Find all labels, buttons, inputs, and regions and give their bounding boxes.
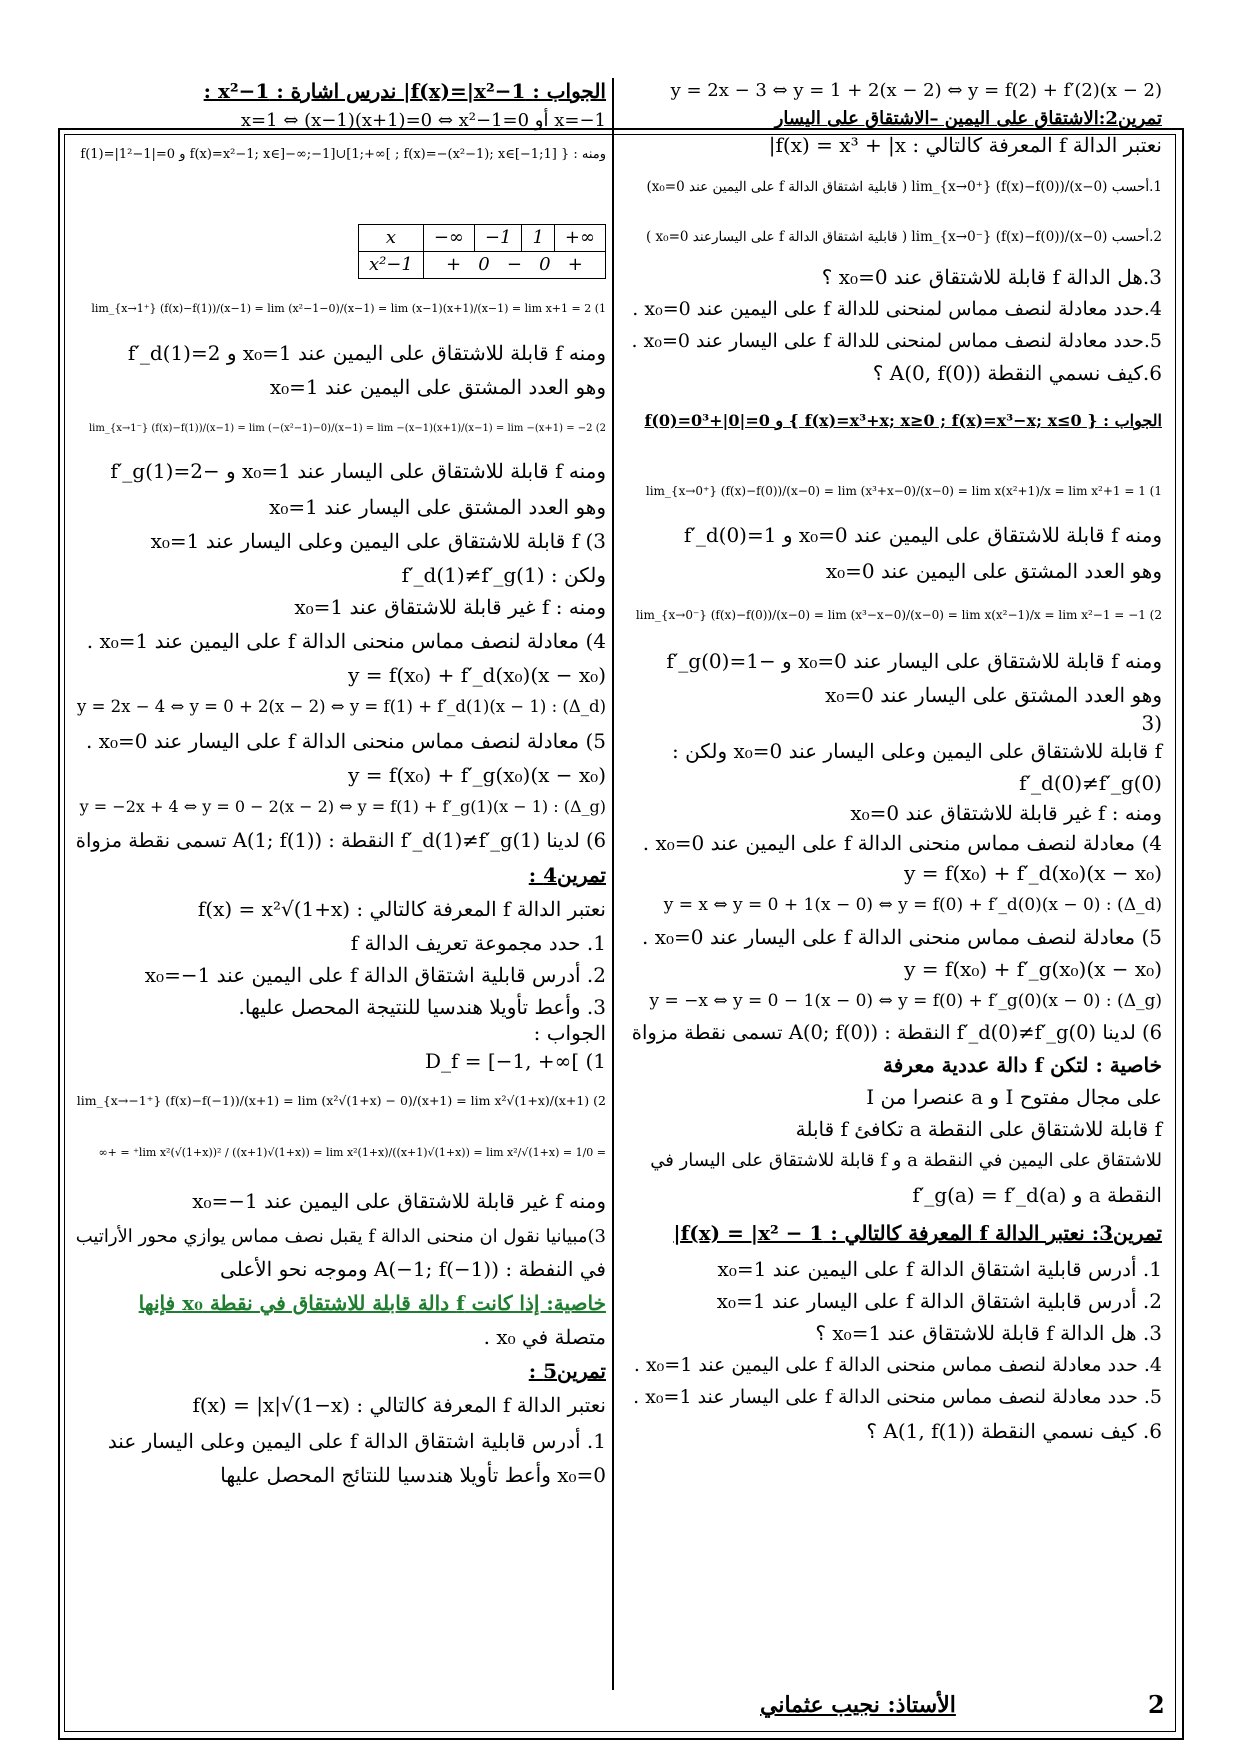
line: y = f(x₀) + f′_g(x₀)(x − x₀) — [348, 763, 606, 787]
line: في النفطة : A(−1; f(−1)) وموجه نحو الأعلى — [220, 1257, 606, 1281]
line: 3.هل الدالة f قابلة للاشتقاق عند x₀=0 ؟ — [821, 265, 1162, 289]
line: 5. حدد معادلة لنصف مماس منحنى الدالة f على اليسار عند x₀=1 . — [633, 1386, 1162, 1408]
sign-table-cell: x — [358, 225, 423, 252]
line: 1. أدرس قابلية اشتقاق الدالة f على اليمين وعلى اليسار عند — [107, 1429, 606, 1453]
line: (3 — [1141, 711, 1162, 735]
author-name: الأستاذ: نجيب عثماني — [760, 1692, 956, 1718]
line: = lim x²(√(1+x))² / ((x+1)√(1+x)) = lim x²(1+x)/((x+1)√(1+x)) = lim x²/√(1+x) = 1/0⁺ = +∞ — [98, 1146, 606, 1159]
line: نعتبر الدالة f المعرفة كالتالي : f(x) = x²√(1+x) — [197, 897, 606, 921]
line: 3) f قابلة للاشتقاق على اليمين وعلى اليسار عند x₀=1 — [150, 529, 606, 553]
sign-table-cell: + 0 − 0 + — [423, 252, 605, 279]
line: (Δ_d) : y = x ⇔ y = 0 + 1(x − 0) ⇔ y = f(0) + f′_d(0)(x − 0) — [663, 895, 1162, 915]
line: الجواب : — [533, 1021, 606, 1045]
column-divider — [612, 78, 614, 1690]
exercise-title: تمرين4 : — [528, 863, 606, 887]
line: ومنه : f غير قابلة للاشتقاق عند x₀=0 — [850, 801, 1162, 825]
line: 5) معادلة لنصف مماس منحنى الدالة f على اليسار عند x₀=0 . — [641, 925, 1162, 949]
line: متصلة في x₀ . — [483, 1325, 606, 1349]
line: 2. أدرس قابلية اشتقاق الدالة f على اليسار عند x₀=1 — [716, 1289, 1162, 1313]
line: f قابلة للاشتقاق على النقطة a تكافئ f قابلة — [795, 1117, 1162, 1141]
sign-table-cell: x²−1 — [358, 252, 423, 279]
left-column — [76, 74, 606, 1694]
line: 4) معادلة لنصف مماس منحنى الدالة f على اليمين عند x₀=0 . — [642, 831, 1162, 855]
line: النقطة a و f′_g(a) = f′_d(a) — [912, 1183, 1162, 1207]
line: f′_d(0)≠f′_g(0) — [1019, 771, 1162, 795]
line: 3. هل الدالة f قابلة للاشتقاق عند x₀=1 ؟ — [815, 1321, 1162, 1345]
line: 4) معادلة لنصف مماس منحنى الدالة f على اليمين عند x₀=1 . — [86, 629, 606, 653]
sign-table-wrap — [358, 224, 606, 279]
line: وهو العدد المشتق على اليمين عند x₀=0 — [825, 559, 1162, 583]
line: 5.حدد معادلة لنصف مماس لمنحنى للدالة f على اليسار عند x₀=0 . — [631, 330, 1162, 352]
line: (Δ_d) : y = 2x − 4 ⇔ y = 0 + 2(x − 2) ⇔ y = f(1) + f′_d(1)(x − 1) — [77, 697, 606, 716]
line: D_f = [−1, +∞[ (1 — [424, 1049, 606, 1073]
line: 1.أحسب lim_{x→0⁺} (f(x)−f(0))/(x−0) ( قابلية اشتقاق الدالة f على اليمين عند x₀=0) — [646, 179, 1162, 195]
line: lim_{x→1⁻} (f(x)−f(1))/(x−1) = lim (−(x²−1)−0)/(x−1) = lim −(x−1)(x+1)/(x−1) = lim −(x+1) = −2 (2 — [88, 423, 606, 434]
line: وهو العدد المشتق على اليسار عند x₀=0 — [825, 683, 1162, 707]
line: lim_{x→−1⁺} (f(x)−f(−1))/(x+1) = lim (x²√(1+x) − 0)/(x+1) = lim x²√(1+x)/(x+1) (2 — [76, 1093, 606, 1108]
line: 6.كيف نسمي النقطة A(0, f(0)) ؟ — [872, 361, 1162, 385]
exercise-title: تمرين2:الاشتقاق على اليمين –الاشتقاق على اليسار — [774, 108, 1162, 129]
line: الجواب : f(x)=|x²−1| ندرس اشارة : x²−1 : — [203, 79, 606, 103]
sign-table-cell: 1 — [522, 225, 554, 252]
line: 6) لدينا f′_d(0)≠f′_g(0) النقطة : A(0; f(0)) تسمى نقطة مزواة — [631, 1021, 1162, 1044]
line: ومنه f قابلة للاشتقاق على اليمين عند x₀=1 و 2=f′_d(1) — [127, 341, 606, 365]
line: y = f(x₀) + f′_d(x₀)(x − x₀) — [348, 663, 606, 687]
line: lim_{x→0⁻} (f(x)−f(0))/(x−0) = lim (x³−x−0)/(x−0) = lim x(x²−1)/x = lim x²−1 = −1 (2 — [635, 608, 1162, 622]
line: على مجال مفتوح I و a عنصرا من I — [866, 1085, 1162, 1109]
sign-table — [358, 224, 606, 279]
line: ومنه f قابلة للاشتقاق على اليمين عند x₀=0 و 1=f′_d(0) — [683, 523, 1162, 547]
line: x=−1 أو x=1 ⇔ (x−1)(x+1)=0 ⇔ x²−1=0 — [240, 110, 606, 131]
right-column — [628, 74, 1162, 1694]
sign-table-cell: −1 — [474, 225, 522, 252]
line: y = f(x₀) + f′_g(x₀)(x − x₀) — [904, 957, 1162, 981]
line: ومنه : { f(x)=x²−1; x∈]−∞;−1]∪[1;+∞[ ; f(x)=−(x²−1); x∈[−1;1] و f(1)=|1²−1|=0 — [80, 147, 606, 162]
line: ومنه f قابلة للاشتقاق على اليسار عند x₀=0 و −1=f′_g(0) — [666, 649, 1162, 673]
line: وهو العدد المشتق على اليمين عند x₀=1 — [269, 375, 606, 399]
line: للاشتقاق على اليمين في النقطة a و f قابلة للاشتقاق على اليسار في — [650, 1150, 1162, 1171]
exercise-title: تمرين5 : — [528, 1359, 606, 1383]
line: f قابلة للاشتقاق على اليمين وعلى اليسار عند x₀=0 ولكن : — [671, 739, 1162, 763]
line: ومنه f قابلة للاشتقاق على اليسار عند x₀=1 و −2=f′_g(1) — [110, 459, 606, 483]
line: 6) لدينا f′_d(1)≠f′_g(1) النقطة : A(1; f(1)) تسمى نقطة مزواة — [75, 829, 606, 852]
line: lim_{x→1⁺} (f(x)−f(1))/(x−1) = lim (x²−1−0)/(x−1) = lim (x−1)(x+1)/(x−1) = lim x+1 = 2 (1 — [91, 302, 606, 315]
line: نعتبر الدالة f المعرفة كالتالي : f(x) = |x|√(1−x) — [192, 1393, 606, 1417]
line: نعتبر الدالة f المعرفة كالتالي : f(x) = x³ + |x| — [768, 133, 1162, 157]
line: ومنه : f غير قابلة للاشتقاق عند x₀=1 — [294, 595, 606, 619]
line: y = 2x − 3 ⇔ y = 1 + 2(x − 2) ⇔ y = f(2) + f′(2)(x − 2) — [670, 80, 1162, 101]
line: x₀=0 وأعط تأويلا هندسيا للنتائج المحصل عليها — [220, 1463, 606, 1487]
line: ومنه f غير قابلة للاشتقاق على اليمين عند x₀=−1 — [192, 1189, 606, 1213]
line: 4. حدد معادلة لنصف مماس منحنى الدالة f على اليمين عند x₀=1 . — [633, 1354, 1162, 1376]
sign-table-cell: −∞ — [423, 225, 474, 252]
line: 3. وأعط تأويلا هندسيا للنتيجة المحصل عليها. — [238, 995, 606, 1019]
line: 1. أدرس قابلية اشتقاق الدالة f على اليمين عند x₀=1 — [717, 1257, 1162, 1281]
property-title: خاصية: إذا كانت f دالة قابلة للاشتقاق في نقطة x₀ فإنها — [138, 1291, 606, 1315]
line: (Δ_g) : y = −x ⇔ y = 0 − 1(x − 0) ⇔ y = f(0) + f′_g(0)(x − 0) — [649, 991, 1162, 1011]
line: 2. أدرس قابلية اشتقاق الدالة f على اليمين عند x₀=−1 — [144, 963, 606, 987]
sign-table-cell: +∞ — [554, 225, 605, 252]
line: 4.حدد معادلة لنصف مماس لمنحنى للدالة f على اليمين عند x₀=0 . — [632, 298, 1162, 320]
line: 5) معادلة لنصف مماس منحنى الدالة f على اليسار عند x₀=0 . — [85, 729, 606, 753]
line: ولكن : f′_d(1)≠f′_g(1) — [401, 563, 606, 587]
line: lim_{x→0⁺} (f(x)−f(0))/(x−0) = lim (x³+x−0)/(x−0) = lim x(x²+1)/x = lim x²+1 = 1 (1 — [645, 484, 1162, 498]
line: y = f(x₀) + f′_d(x₀)(x − x₀) — [904, 861, 1162, 885]
page-number: 2 — [1148, 1690, 1165, 1719]
line: 2.أحسب lim_{x→0⁻} (f(x)−f(0))/(x−0) ( قابلية اشتقاق الدالة f على اليسارعند x₀=0 ) — [645, 229, 1162, 245]
line: 1. حدد مجموعة تعريف الدالة f — [350, 931, 606, 955]
line: (Δ_g) : y = −2x + 4 ⇔ y = 0 − 2(x − 2) ⇔ y = f(1) + f′_g(1)(x − 1) — [79, 797, 606, 816]
line: الجواب : { f(x)=x³+x; x≥0 ; f(x)=x³−x; x≤0 } و f(0)=0³+|0|=0 — [644, 411, 1162, 430]
line: 3)مبيانيا نقول ان منحنى الدالة f يقبل نصف مماس يوازي محور الأراتيب — [75, 1226, 606, 1247]
exercise-title: تمرين3: نعتبر الدالة f المعرفة كالتالي : f(x) = |x² − 1| — [673, 1221, 1162, 1245]
property-title: خاصية : لتكن f دالة عددية معرفة — [883, 1053, 1162, 1077]
line: 6. كيف نسمي النقطة A(1, f(1)) ؟ — [866, 1419, 1162, 1443]
line: وهو العدد المشتق على اليسار عند x₀=1 — [269, 495, 606, 519]
